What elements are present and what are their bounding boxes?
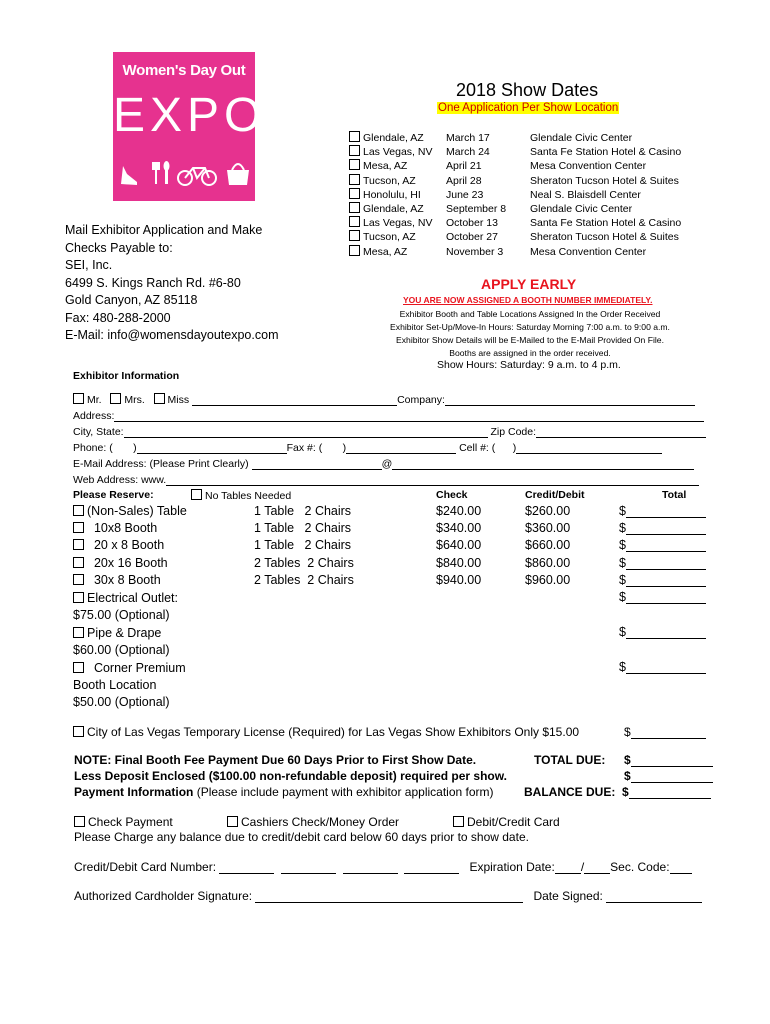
schedule-venue: Santa Fe Station Hotel & Casino xyxy=(530,146,682,159)
no-tables-checkbox[interactable] xyxy=(191,489,202,500)
checkbox[interactable] xyxy=(349,131,360,142)
city-label: City, State: xyxy=(73,426,124,438)
schedule-venue: Sheraton Tucson Hotel & Suites xyxy=(530,231,679,244)
card-option[interactable]: Debit/Credit Card xyxy=(453,815,560,829)
schedule-city[interactable]: Honolulu, HI xyxy=(349,188,432,202)
schedule-city[interactable]: Mesa, AZ xyxy=(349,245,432,259)
sec-code-field[interactable] xyxy=(670,861,692,874)
schedule-date: April 28 xyxy=(446,174,482,187)
mail-line: SEI, Inc. xyxy=(65,258,113,272)
booth-credit-price: $360.00 xyxy=(525,521,571,535)
total-due-field[interactable]: $ xyxy=(624,753,713,767)
mail-email: E-Mail: info@womensdayoutexpo.com xyxy=(65,328,279,342)
check-payment-option[interactable]: Check Payment xyxy=(74,815,173,829)
miss-label: Miss xyxy=(167,394,190,406)
booth-checkbox[interactable] xyxy=(73,557,84,568)
salutation-row xyxy=(73,393,695,406)
schedule-date: March 17 xyxy=(446,132,490,144)
schedule-venue: Mesa Convention Center xyxy=(530,160,647,173)
date-signed-label: Date Signed: xyxy=(533,889,603,903)
apply-early-heading: APPLY EARLY xyxy=(481,276,577,292)
booth-total-field[interactable]: $ xyxy=(619,521,706,535)
card-number-field[interactable] xyxy=(343,861,398,874)
schedule-city[interactable]: Tucson, AZ xyxy=(349,174,432,188)
total-due-label: TOTAL DUE: xyxy=(534,753,606,767)
schedule-city[interactable]: Glendale, AZ xyxy=(349,202,432,216)
no-tables-label: No Tables Needed xyxy=(205,490,292,502)
booth-total-field[interactable]: $ xyxy=(619,504,706,518)
schedule-venue: Neal S. Blaisdell Center xyxy=(530,188,641,201)
booth-tables: 1 Table 2 Chairs xyxy=(254,504,352,518)
booth-notice: YOU ARE NOW ASSIGNED A BOOTH NUMBER IMMEDIATELY. xyxy=(403,295,653,305)
col-total: Total xyxy=(662,489,687,501)
schedule-city[interactable]: Las Vegas, NV xyxy=(349,145,432,159)
checkbox[interactable] xyxy=(349,245,360,256)
apply-info-line: Exhibitor Set-Up/Move-In Hours: Saturday Morning 7:00 a.m. to 9:00 a.m. xyxy=(390,322,670,332)
card-number-row: Credit/Debit Card Number: Expiration Date: / Sec. Code: xyxy=(74,860,692,874)
cashiers-check-option[interactable]: Cashiers Check/Money Order xyxy=(227,815,399,829)
mail-line: Mail Exhibitor Application and Make xyxy=(65,223,263,237)
schedule-city[interactable]: Mesa, AZ xyxy=(349,159,432,173)
city-row xyxy=(73,425,706,438)
schedule-date: October 13 xyxy=(446,217,498,230)
booth-checkbox[interactable] xyxy=(73,574,84,585)
deposit-field[interactable]: $ xyxy=(624,769,713,783)
corner-total-field[interactable]: $ xyxy=(619,660,706,674)
license-option[interactable] xyxy=(73,725,579,739)
mail-line: Gold Canyon, AZ 85118 xyxy=(65,293,198,307)
card-number-label: Credit/Debit Card Number: xyxy=(74,860,217,874)
payment-info-label: Payment Information xyxy=(74,785,194,799)
schedule-venues xyxy=(530,131,681,259)
schedule-city[interactable]: Tucson, AZ xyxy=(349,230,432,244)
final-payment-note: NOTE: Final Booth Fee Payment Due 60 Days Prior to First Show Date. xyxy=(74,753,477,767)
checkbox[interactable] xyxy=(349,230,360,241)
schedule-venue: Glendale Civic Center xyxy=(530,203,633,216)
expiration-label: Expiration Date: xyxy=(469,860,555,874)
booth-check-price: $340.00 xyxy=(436,521,482,535)
optional-items xyxy=(73,590,186,712)
logo-line2: EXPO xyxy=(113,89,267,142)
zip-field[interactable] xyxy=(536,425,706,438)
fax-field[interactable] xyxy=(346,441,456,454)
mail-line: 6499 S. Kings Ranch Rd. #6-80 xyxy=(65,275,241,290)
booth-checkbox[interactable] xyxy=(73,539,84,550)
license-total-field[interactable]: $ xyxy=(624,725,706,739)
bicycle-icon xyxy=(178,168,216,185)
license-label: City of Las Vegas Temporary License (Required) for Las Vegas Show Exhibitors Only $15.00 xyxy=(87,725,580,739)
schedule-date: June 23 xyxy=(446,188,484,201)
sec-code-label: Sec. Code: xyxy=(610,860,670,874)
email-user-field[interactable] xyxy=(252,457,382,470)
booth-tables: 1 Table 2 Chairs xyxy=(254,521,352,535)
booth-total-field[interactable]: $ xyxy=(619,573,706,587)
payment-info xyxy=(74,785,494,799)
signature-row xyxy=(74,889,702,903)
checkbox[interactable] xyxy=(349,202,360,213)
miss-checkbox[interactable] xyxy=(154,393,165,404)
mr-checkbox[interactable] xyxy=(73,393,84,404)
checkbox[interactable] xyxy=(349,159,360,170)
booth-check-price: $240.00 xyxy=(436,504,482,518)
logo-line1: Women's Day Out xyxy=(122,62,246,79)
cell-field[interactable] xyxy=(516,441,662,454)
phone-row: Phone: ( ) Fax #: ( ) Cell #: ( ) xyxy=(73,441,662,454)
booth-credit-price: $960.00 xyxy=(525,573,571,587)
address-label: Address: xyxy=(73,410,115,422)
corner-price: $50.00 (Optional) xyxy=(73,695,170,710)
mrs-label: Mrs. xyxy=(124,394,145,406)
electrical-total-field[interactable]: $ xyxy=(619,590,706,604)
card-number-field[interactable] xyxy=(281,861,336,874)
booth-option[interactable]: (Non-Sales) Table xyxy=(73,504,187,518)
booth-option[interactable]: 20x 16 Booth xyxy=(73,556,168,570)
balance-due-label: BALANCE DUE: xyxy=(524,785,616,799)
web-row xyxy=(73,473,699,486)
booth-check-price: $640.00 xyxy=(436,538,482,552)
pipe-price: $60.00 (Optional) xyxy=(73,643,170,658)
fax-label: Fax #: ( xyxy=(286,442,323,454)
name-field[interactable] xyxy=(192,393,397,406)
address-field[interactable] xyxy=(114,409,704,422)
corner-line2: Booth Location xyxy=(73,678,157,693)
web-label: Web Address: www. xyxy=(73,474,167,486)
apply-info-line: Booths are assigned in the order received. xyxy=(449,348,611,358)
balance-due-field[interactable]: $ xyxy=(622,785,711,799)
booth-tables: 1 Table 2 Chairs xyxy=(254,538,352,552)
schedule-dates xyxy=(446,131,506,259)
schedule-city[interactable]: Las Vegas, NV xyxy=(349,216,432,230)
card-number-field[interactable] xyxy=(404,861,459,874)
schedule-date: November 3 xyxy=(446,245,504,258)
show-dates-subtitle: One Application Per Show Location xyxy=(438,102,619,114)
schedule-cities xyxy=(349,131,432,259)
mr-label: Mr. xyxy=(87,394,102,406)
signature-field[interactable] xyxy=(255,890,523,903)
exhibitor-info-heading: Exhibitor Information xyxy=(73,370,180,382)
expo-logo xyxy=(113,52,267,201)
booth-checkbox[interactable] xyxy=(73,505,84,516)
address-row xyxy=(73,409,704,422)
booth-check-price: $940.00 xyxy=(436,573,482,587)
exp-year-field[interactable] xyxy=(584,861,610,874)
email-label: E-Mail Address: (Please Print Clearly) xyxy=(73,458,249,470)
corner-option[interactable]: Corner Premium xyxy=(73,660,186,677)
pipe-total-field[interactable]: $ xyxy=(619,625,706,639)
web-field[interactable] xyxy=(166,473,699,486)
email-row xyxy=(73,457,694,470)
cell-label: Cell #: ( xyxy=(459,442,496,454)
apply-info-line: Exhibitor Booth and Table Locations Assigned In the Order Received xyxy=(399,309,661,319)
apply-info xyxy=(370,308,690,360)
booth-option[interactable]: 20 x 8 Booth xyxy=(73,538,164,552)
mail-line: Fax: 480-288-2000 xyxy=(65,310,171,325)
booth-option[interactable]: 30x 8 Booth xyxy=(73,573,161,587)
schedule-date: October 27 xyxy=(446,231,498,244)
electrical-price: $75.00 (Optional) xyxy=(73,608,170,623)
mail-instructions xyxy=(65,222,278,345)
cashiers-check-checkbox[interactable] xyxy=(227,816,238,827)
booth-credit-price: $660.00 xyxy=(525,538,571,552)
company-field[interactable] xyxy=(445,393,695,406)
check-payment-checkbox[interactable] xyxy=(74,816,85,827)
date-signed-field[interactable] xyxy=(606,890,702,903)
license-checkbox[interactable] xyxy=(73,726,84,737)
booth-total-field[interactable]: $ xyxy=(619,538,706,552)
company-label: Company: xyxy=(397,394,445,406)
card-number-field[interactable] xyxy=(219,861,274,874)
signature-label: Authorized Cardholder Signature: xyxy=(74,889,253,903)
mrs-checkbox[interactable] xyxy=(110,393,121,404)
checkbox[interactable] xyxy=(349,216,360,227)
charge-note: Please Charge any balance due to credit/debit card below 60 days prior to show date. xyxy=(74,830,529,844)
pipe-checkbox[interactable] xyxy=(73,627,84,638)
exp-month-field[interactable] xyxy=(555,861,581,874)
apply-info-line: Exhibitor Show Details will be E-Mailed to the E-Mail Provided On File. xyxy=(396,335,664,345)
payment-info-text: (Please include payment with exhibitor application form) xyxy=(193,785,494,799)
schedule-venue: Glendale Civic Center xyxy=(530,132,633,144)
schedule-venue: Sheraton Tucson Hotel & Suites xyxy=(530,174,679,187)
checkbox[interactable] xyxy=(349,145,360,156)
schedule-venue: Santa Fe Station Hotel & Casino xyxy=(530,217,682,230)
electrical-checkbox[interactable] xyxy=(73,592,84,603)
checkbox[interactable] xyxy=(349,174,360,185)
col-credit: Credit/Debit xyxy=(525,489,585,501)
at-sign: @ xyxy=(381,458,393,470)
pipe-option[interactable]: Pipe & Drape xyxy=(73,625,186,642)
col-check: Check xyxy=(436,489,468,501)
booth-checkbox[interactable] xyxy=(73,522,84,533)
card-checkbox[interactable] xyxy=(453,816,464,827)
schedule-date: September 8 xyxy=(446,203,507,216)
electrical-option[interactable]: Electrical Outlet: xyxy=(73,590,186,607)
high-heel-icon xyxy=(121,166,137,185)
show-hours: Show Hours: Saturday: 9 a.m. to 4 p.m. xyxy=(437,359,621,371)
logo-icons xyxy=(113,152,255,192)
booth-total-field[interactable]: $ xyxy=(619,556,706,570)
mail-line: Checks Payable to: xyxy=(65,240,173,255)
phone-label: Phone: ( xyxy=(73,442,113,454)
schedule-date: March 24 xyxy=(446,146,490,159)
city-field[interactable] xyxy=(124,425,488,438)
booth-credit-price: $860.00 xyxy=(525,556,571,570)
schedule-date: April 21 xyxy=(446,160,482,173)
corner-checkbox[interactable] xyxy=(73,662,84,673)
booth-option[interactable]: 10x8 Booth xyxy=(73,521,157,535)
booth-tables: 2 Tables 2 Chairs xyxy=(254,573,354,587)
booth-check-price: $840.00 xyxy=(436,556,482,570)
zip-label: Zip Code: xyxy=(490,426,537,438)
no-tables-option[interactable] xyxy=(191,489,291,502)
booth-credit-price: $260.00 xyxy=(525,504,571,518)
email-domain-field[interactable] xyxy=(392,457,694,470)
please-reserve-label: Please Reserve: xyxy=(73,489,154,501)
handbag-icon xyxy=(227,164,249,185)
checkbox[interactable] xyxy=(349,188,360,199)
deposit-note: Less Deposit Enclosed ($100.00 non-refundable deposit) required per show. xyxy=(74,769,507,783)
schedule-venue: Mesa Convention Center xyxy=(530,245,647,258)
utensils-icon xyxy=(152,161,170,184)
phone-field[interactable] xyxy=(137,441,287,454)
schedule-city[interactable]: Glendale, AZ xyxy=(349,131,432,145)
show-dates-title: 2018 Show Dates xyxy=(456,80,599,100)
booth-tables: 2 Tables 2 Chairs xyxy=(254,556,354,570)
